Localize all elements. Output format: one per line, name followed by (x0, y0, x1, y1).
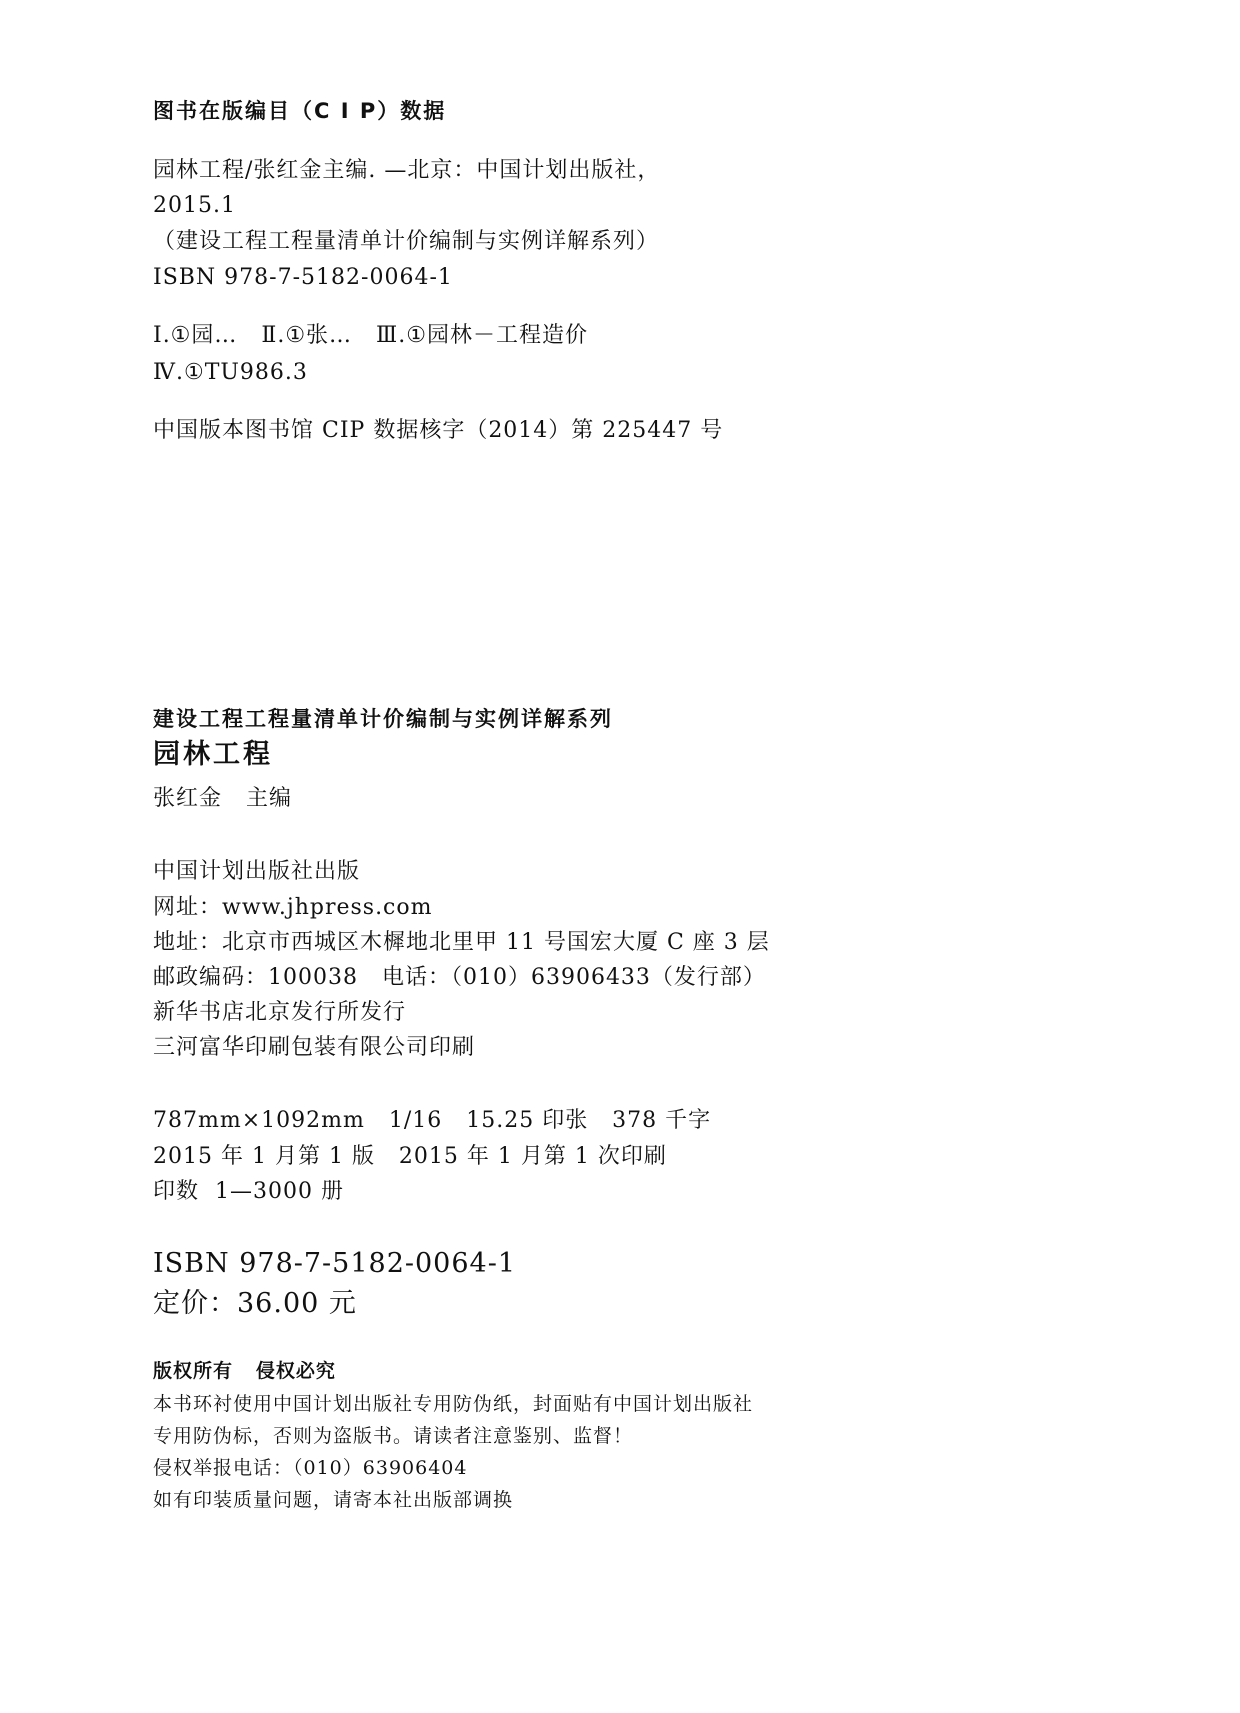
report-phone: 侵权举报电话：（010）63906404 (153, 1457, 468, 1479)
printer-line: 三河富华印刷包装有限公司印刷 (153, 1035, 476, 1060)
book-title: 园林工程 (153, 739, 273, 770)
editor-line: 张红金 主编 (153, 786, 292, 811)
publisher-line: 中国计划出版社出版 (153, 859, 361, 884)
cip-classification: Ⅳ.①TU986.3 (153, 360, 308, 385)
publisher-website: 网址：www.jhpress.com (153, 895, 433, 920)
edition-line: 2015 年 1 月第 1 版 2015 年 1 月第 1 次印刷 (153, 1144, 667, 1169)
rights-heading: 版权所有 侵权必究 (153, 1360, 336, 1382)
cip-verification: 中国版本图书馆 CIP 数据核字（2014）第 225447 号 (153, 418, 724, 443)
quality-notice: 如有印装质量问题，请寄本社出版部调换 (153, 1489, 514, 1511)
rights-line: 专用防伪标，否则为盗版书。请读者注意鉴别、监督！ (153, 1425, 634, 1447)
format-spec: 787mm×1092mm 1/16 15.25 印张 378 千字 (153, 1108, 712, 1133)
print-run: 印数 1—3000 册 (153, 1179, 344, 1204)
cip-line: 2015.1 (153, 193, 236, 218)
cip-classification: Ⅰ.①园… Ⅱ.①张… Ⅲ.①园林－工程造价 (153, 323, 588, 348)
isbn: ISBN 978-7-5182-0064-1 (153, 1248, 517, 1279)
publisher-contact: 邮政编码：100038 电话：（010）63906433（发行部） (153, 965, 766, 990)
distributor-line: 新华书店北京发行所发行 (153, 1000, 407, 1025)
cip-heading: 图书在版编目（C I P）数据 (153, 99, 447, 123)
series-title: 建设工程工程量清单计价编制与实例详解系列 (153, 707, 613, 731)
publisher-address: 地址：北京市西城区木樨地北里甲 11 号国宏大厦 C 座 3 层 (153, 930, 770, 955)
cip-line: 园林工程/张红金主编. —北京：中国计划出版社， (153, 158, 661, 183)
cip-isbn: ISBN 978-7-5182-0064-1 (153, 265, 453, 290)
price: 定价：36.00 元 (153, 1288, 357, 1319)
cip-line: （建设工程工程量清单计价编制与实例详解系列） (153, 229, 660, 254)
rights-line: 本书环衬使用中国计划出版社专用防伪纸，封面贴有中国计划出版社 (153, 1393, 754, 1415)
